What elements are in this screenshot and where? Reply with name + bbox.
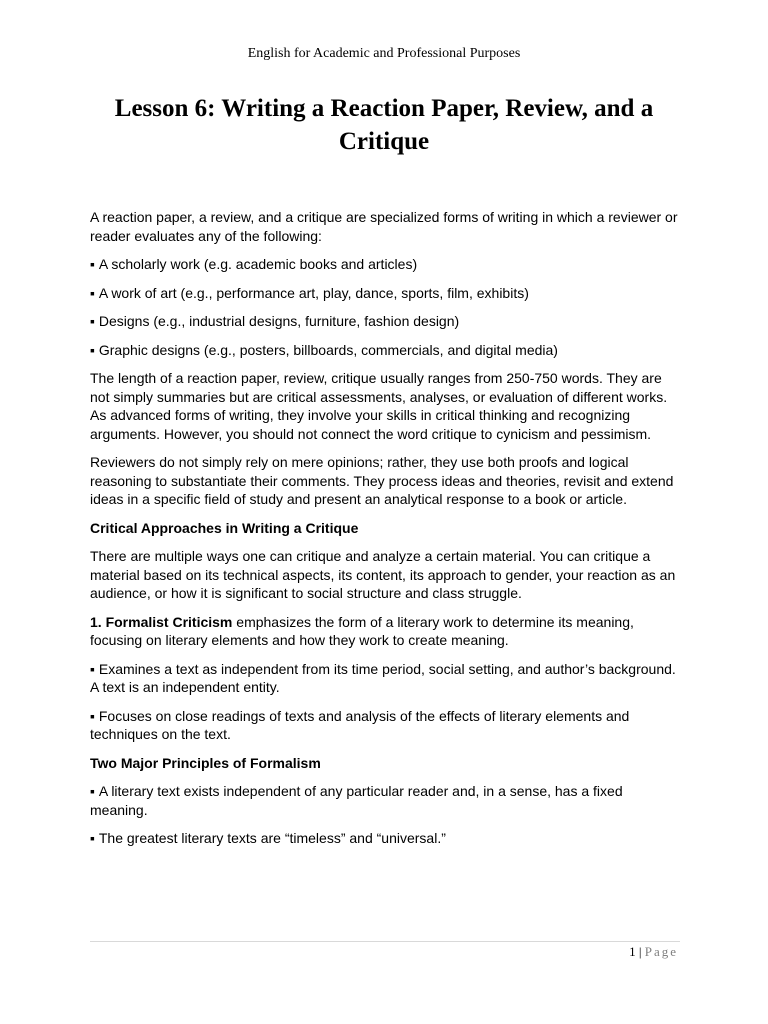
principle-bullet-1: ▪ A literary text exists independent of any particular reader and, in a sense, has a fixed meaning. <box>90 782 680 819</box>
length-paragraph: The length of a reaction paper, review, critique usually ranges from 250-750 words. They are not simply summaries but are critical assessments, analyses, or evaluation of different works. As advanced forms of writing, they involve your skills in critical thinking and recognizing arguments. However, you should not connect the word critique to cynicism and pessimism. <box>90 370 668 442</box>
page-footer <box>629 944 678 960</box>
running-header: English for Academic and Professional Purposes <box>247 46 521 61</box>
page-separator: | <box>638 944 642 959</box>
intro-bullet-3: ▪ Designs (e.g., industrial designs, furniture, fashion design) <box>90 312 680 331</box>
document-body <box>90 208 680 858</box>
footer-divider <box>90 941 680 942</box>
formalist-term: 1. Formalist Criticism <box>90 613 233 630</box>
formalist-bullet-1: ▪ Examines a text as independent from its time period, social setting, and author’s background. A text is an independent entity. <box>90 660 680 697</box>
intro-bullet-1: ▪ A scholarly work (e.g. academic books and articles) <box>90 255 680 274</box>
principle-bullet-2: ▪ The greatest literary texts are “timeless” and “universal.” <box>90 829 680 848</box>
critical-approaches-paragraph: There are multiple ways one can critique and analyze a certain material. You can critique a material based on its technical aspects, its content, its approach to gender, your reaction as an audience, or how it is significant to social structure and class struggle. <box>90 548 676 601</box>
formalist-bullet-2: ▪ Focuses on close readings of texts and analysis of the effects of literary elements and techniques on the text. <box>90 707 680 744</box>
page-number: 1 <box>629 944 636 959</box>
formalist-definition: emphasizes the form of a literary work to determine its meaning, focusing on literary elements and how they work to create meaning. <box>90 613 634 648</box>
lesson-title: Lesson 6: Writing a Reaction Paper, Review, and a Critique <box>114 95 654 155</box>
principles-heading: Two Major Principles of Formalism <box>90 754 321 771</box>
page-label: Page <box>644 944 678 959</box>
critical-approaches-heading: Critical Approaches in Writing a Critique <box>90 519 359 536</box>
intro-bullet-4: ▪ Graphic designs (e.g., posters, billboards, commercials, and digital media) <box>90 341 680 360</box>
intro-bullet-2: ▪ A work of art (e.g., performance art, play, dance, sports, film, exhibits) <box>90 284 680 303</box>
formalist-paragraph <box>90 613 680 650</box>
intro-paragraph: A reaction paper, a review, and a critique are specialized forms of writing in which a reviewer or reader evaluates any of the following: <box>90 209 678 244</box>
reviewers-paragraph: Reviewers do not simply rely on mere opinions; rather, they use both proofs and logical reasoning to substantiate their comments. They process ideas and theories, revisit and extend ideas in a specific field of study and present an analytical response to a book or article. <box>90 454 674 507</box>
